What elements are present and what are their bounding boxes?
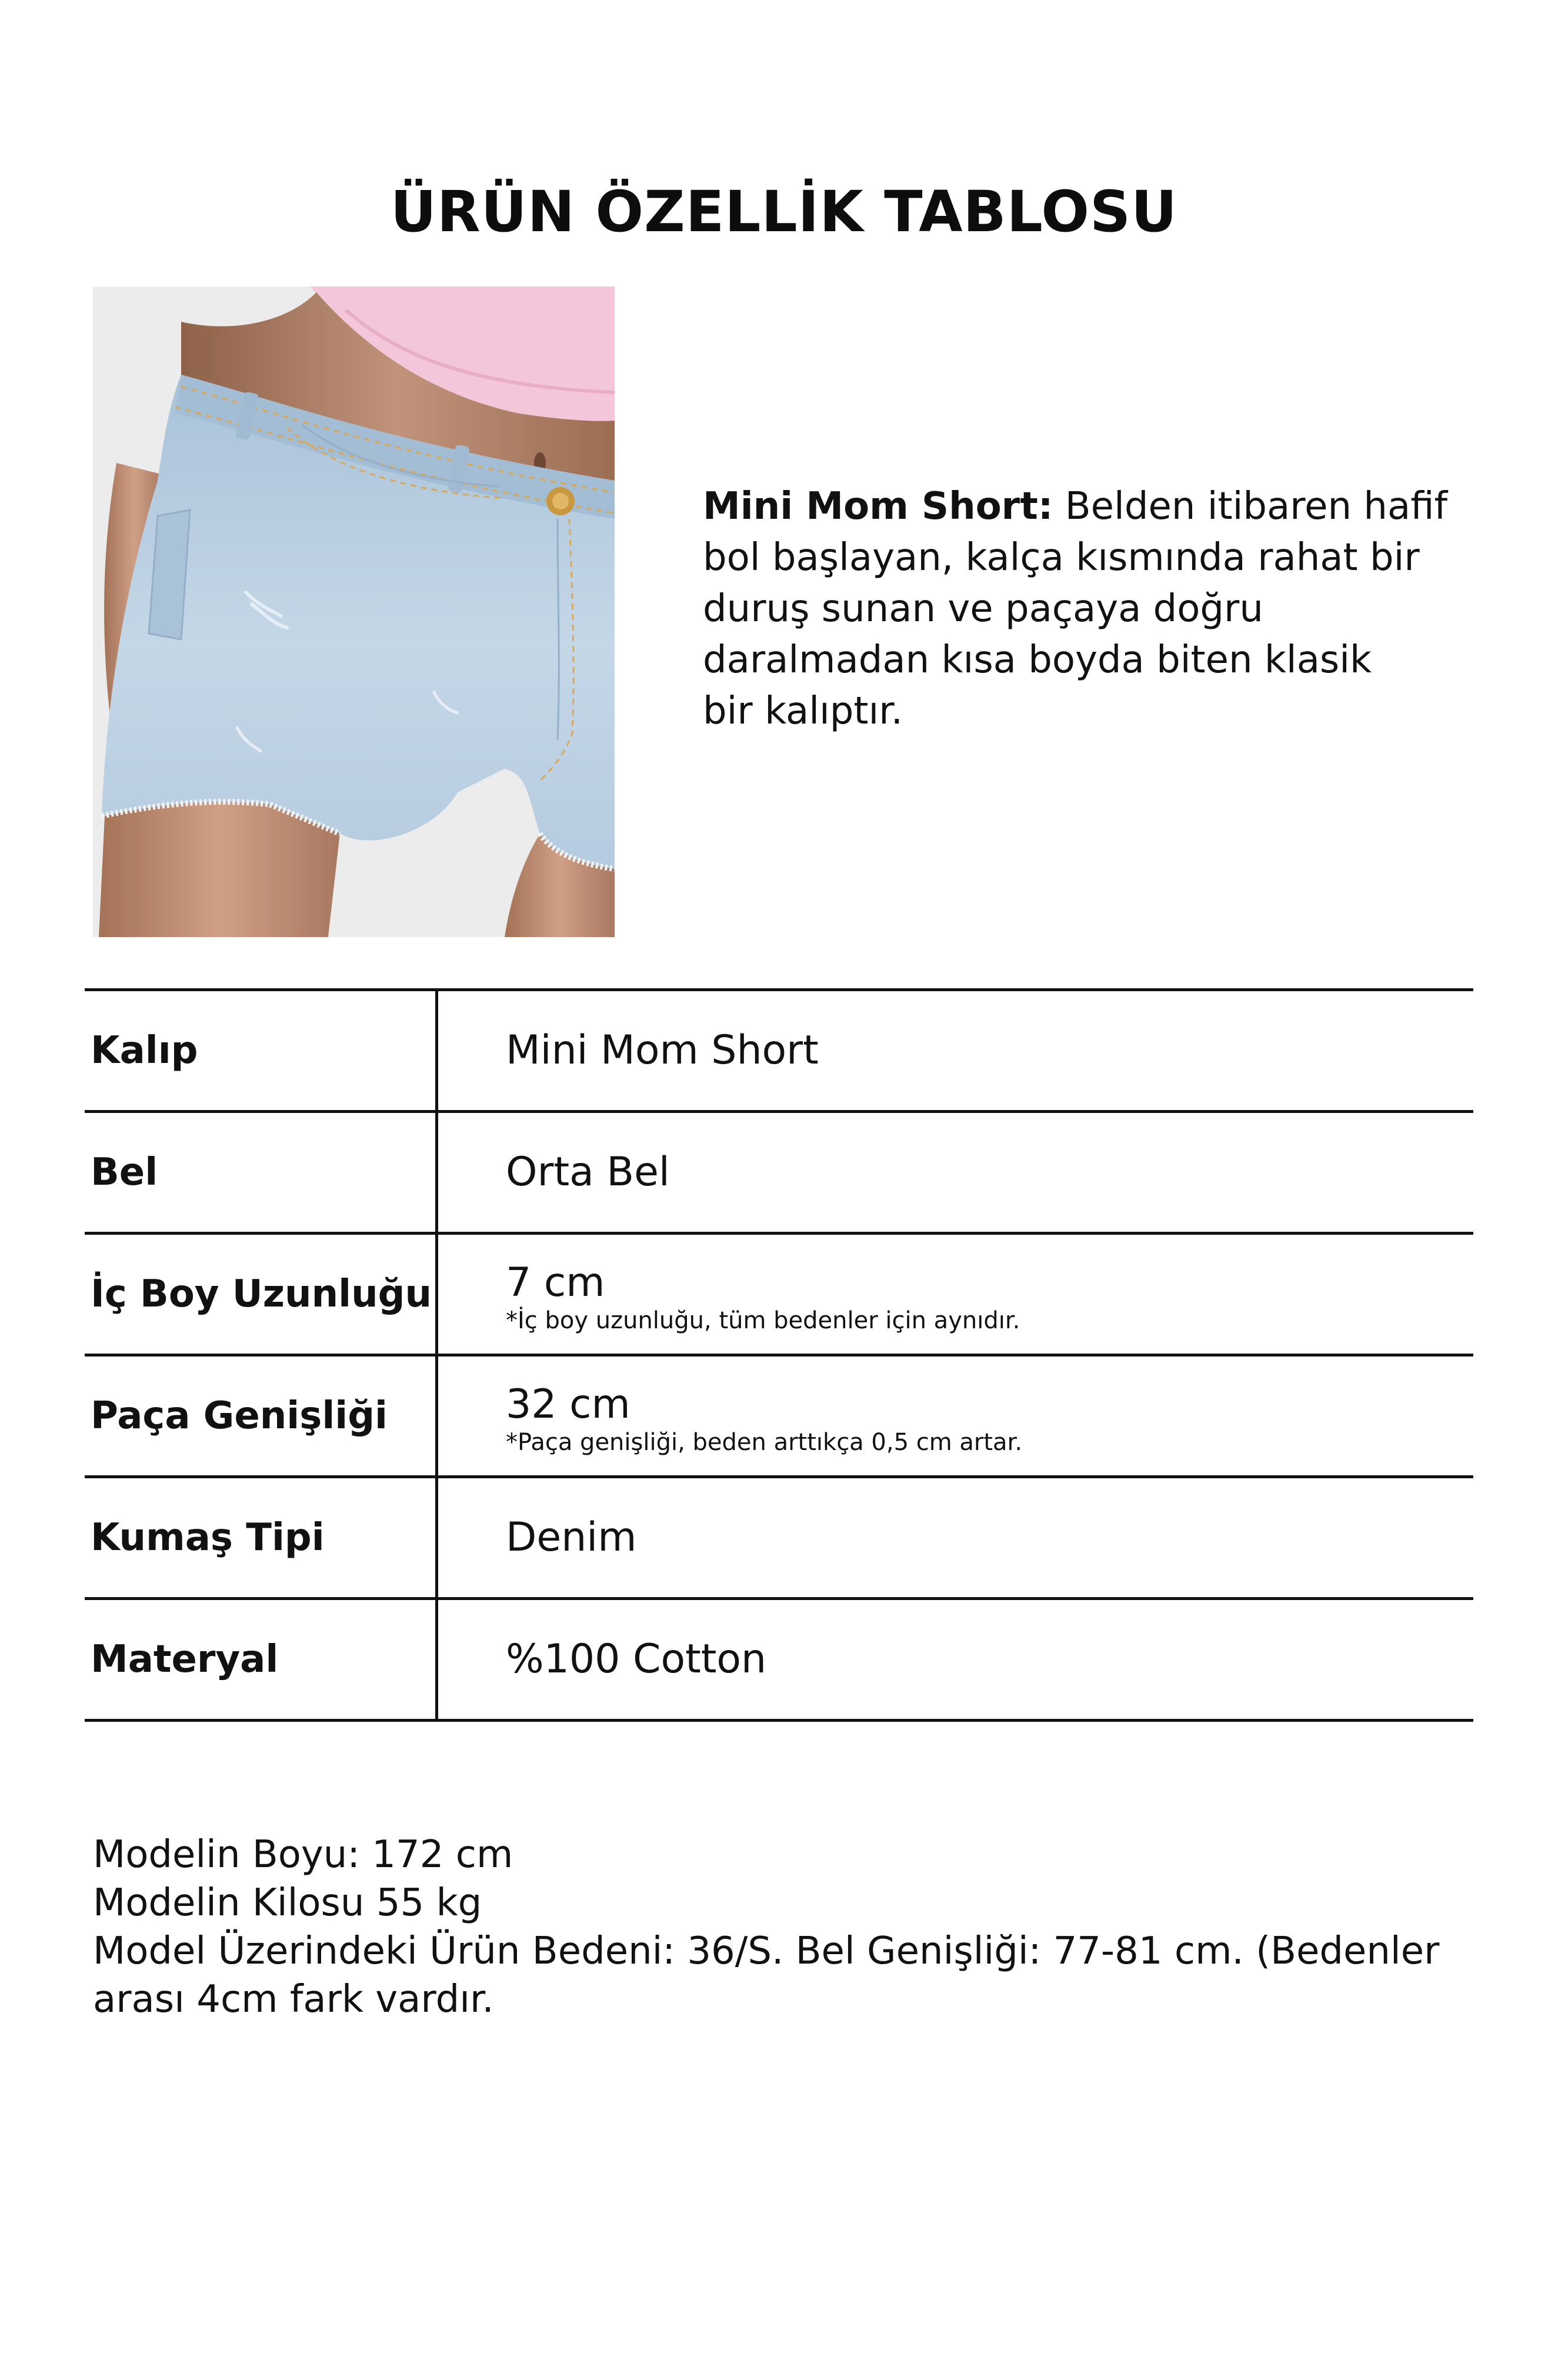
spec-label: Bel: [91, 1151, 158, 1194]
spec-table: [85, 988, 1473, 1722]
model-info: [93, 1831, 1446, 2024]
model-info-line: Model Üzerindeki Ürün Bedeni: 36/S. Bel Genişliği: 77-81 cm. (Bedenler: [93, 1929, 1440, 1973]
description-line: daralmadan kısa boyda biten klasik: [703, 638, 1372, 682]
column-divider: [435, 1475, 438, 1600]
product-photo-graphic: [93, 286, 615, 937]
spec-value: Mini Mom Short: [506, 1027, 819, 1074]
column-divider: [435, 988, 438, 1113]
spec-value: 7 cm: [506, 1259, 605, 1306]
spec-row-ic-boy: [85, 1235, 1473, 1357]
spec-value: Orta Bel: [506, 1149, 670, 1195]
column-divider: [435, 1354, 438, 1478]
description-line: Belden itibaren hafif: [1053, 485, 1448, 528]
model-info-line: arası 4cm fark vardır.: [93, 1978, 494, 2021]
column-divider: [435, 1597, 438, 1722]
spec-value-cell: [506, 1357, 1022, 1475]
spec-label: Materyal: [91, 1638, 279, 1681]
column-divider: [435, 1110, 438, 1235]
spec-label: Kalıp: [91, 1029, 198, 1072]
description-line: bol başlayan, kalça kısmında rahat bir: [703, 536, 1420, 579]
spec-row-materyal: [85, 1600, 1473, 1722]
description-line: bir kalıptır.: [703, 689, 903, 733]
page-title: ÜRÜN ÖZELLİK TABLOSU: [390, 179, 1178, 245]
spec-value-cell: [506, 1113, 670, 1232]
product-description: [703, 481, 1491, 737]
spec-value-cell: [506, 1235, 1020, 1354]
description-line: duruş sunan ve paçaya doğru: [703, 587, 1263, 631]
denim-shorts-photo: [93, 286, 615, 937]
model-info-line: Modelin Kilosu 55 kg: [93, 1881, 482, 1925]
spec-row-kumas: [85, 1478, 1473, 1600]
spec-row-bel: [85, 1113, 1473, 1235]
spec-label: Paça Genişliği: [91, 1394, 388, 1438]
spec-note: *İç boy uzunluğu, tüm bedenler için aynıdır.: [506, 1307, 1020, 1334]
model-info-line: Modelin Boyu: 172 cm: [93, 1833, 513, 1877]
spec-label: İç Boy Uzunluğu: [91, 1272, 432, 1316]
spec-value-cell: [506, 1478, 636, 1597]
spec-value: %100 Cotton: [506, 1636, 767, 1682]
spec-note: *Paça genişliği, beden arttıkça 0,5 cm artar.: [506, 1429, 1023, 1456]
spec-row-paca: [85, 1357, 1473, 1478]
description-lead: Mini Mom Short:: [703, 485, 1053, 528]
spec-row-kalip: [85, 991, 1473, 1113]
column-divider: [435, 1232, 438, 1357]
spec-value: 32 cm: [506, 1381, 630, 1428]
spec-value: Denim: [506, 1514, 637, 1561]
spec-value-cell: [506, 1600, 766, 1719]
spec-label: Kumaş Tipi: [91, 1516, 325, 1559]
spec-value-cell: [506, 991, 819, 1110]
